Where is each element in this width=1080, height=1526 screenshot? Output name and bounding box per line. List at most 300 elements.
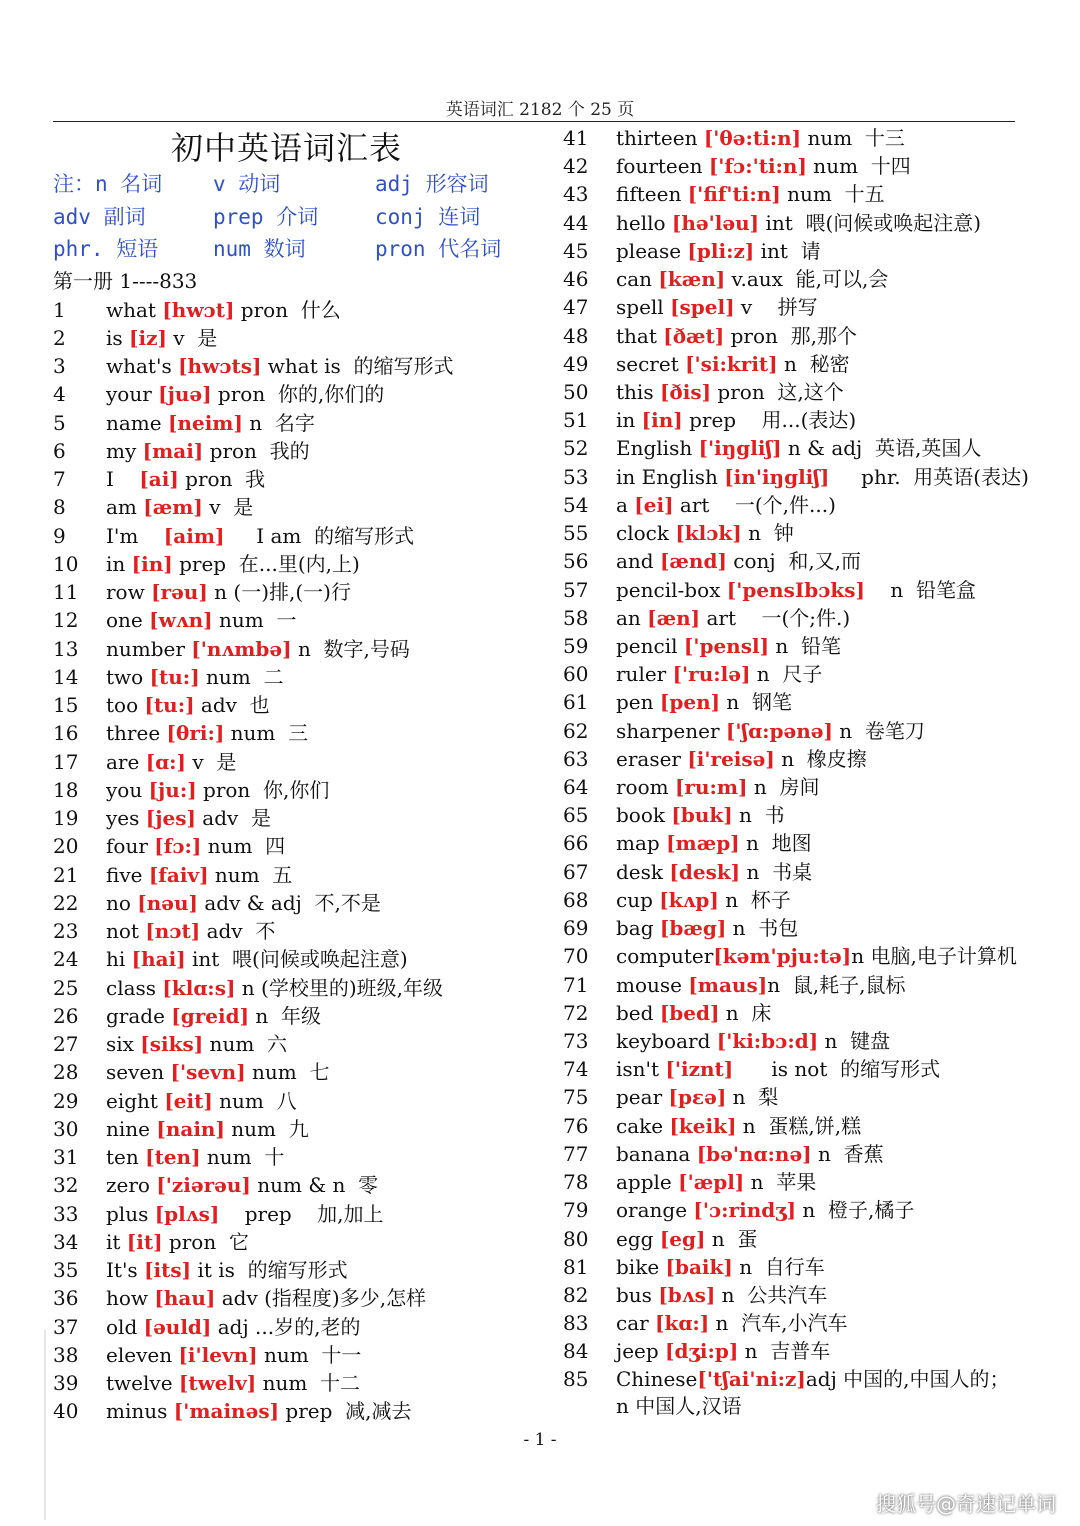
entry-phonetic: [bʌs] bbox=[658, 1282, 716, 1307]
entry-word: what's bbox=[106, 354, 179, 378]
entry-phonetic: [ænd] bbox=[659, 549, 727, 574]
entry-word: and bbox=[616, 549, 660, 574]
entry-body bbox=[616, 971, 906, 999]
entry-phonetic: ['ru:lə] bbox=[672, 662, 751, 687]
entry-body bbox=[106, 889, 381, 917]
entry-body bbox=[616, 1309, 848, 1337]
entry-definition: v 是 bbox=[185, 749, 237, 774]
entry-phonetic: [mæp] bbox=[666, 831, 740, 856]
entry-body bbox=[106, 832, 285, 860]
entry-word: is bbox=[106, 325, 130, 350]
entry-word: too bbox=[106, 693, 145, 717]
entry-phonetic: [pli:z] bbox=[687, 238, 755, 263]
entry-phonetic: ['sevn] bbox=[170, 1060, 246, 1085]
vocab-entry bbox=[53, 1143, 543, 1171]
entry-body bbox=[616, 378, 844, 406]
entry-phonetic: [pɛə] bbox=[668, 1085, 727, 1110]
entry-word: eraser bbox=[616, 746, 688, 771]
entry-definition: n & adj 英语,英国人 bbox=[781, 436, 982, 461]
entry-word: secret bbox=[616, 351, 686, 376]
vocab-entry bbox=[53, 437, 543, 465]
entry-word: no bbox=[106, 890, 138, 915]
vocab-entry bbox=[53, 409, 543, 437]
entry-body bbox=[616, 576, 976, 604]
vocab-entry bbox=[563, 1337, 1033, 1365]
entry-phonetic: [juə] bbox=[158, 382, 212, 407]
entry-number: 27 bbox=[53, 1032, 79, 1056]
entry-number: 59 bbox=[563, 633, 589, 658]
entry-body bbox=[106, 635, 410, 663]
entry-number: 32 bbox=[53, 1173, 79, 1198]
entry-word: grade bbox=[106, 1003, 172, 1028]
entry-body bbox=[106, 1115, 309, 1143]
entry-body bbox=[106, 917, 275, 945]
vocab-entry bbox=[53, 465, 543, 493]
entry-phonetic: ['tʃai'ni:z] bbox=[697, 1366, 806, 1391]
entry-word: bed bbox=[616, 1000, 660, 1025]
entry-definition: is not 的缩写形式 bbox=[733, 1057, 941, 1082]
entry-word: cake bbox=[616, 1113, 670, 1138]
entry-phonetic: [tu:] bbox=[149, 664, 200, 689]
entry-number: 52 bbox=[563, 436, 589, 461]
legend-item: v 动词 bbox=[213, 172, 281, 196]
entry-phonetic: [in] bbox=[131, 551, 173, 576]
vocab-entry bbox=[53, 776, 543, 804]
entry-word: hi bbox=[106, 947, 132, 972]
entry-phonetic: [nain] bbox=[156, 1116, 225, 1141]
entry-word: room bbox=[616, 775, 675, 800]
entry-word: isn't bbox=[616, 1057, 666, 1082]
entry-number: 36 bbox=[53, 1286, 79, 1311]
entry-phonetic: [æm] bbox=[143, 495, 203, 520]
entry-body bbox=[106, 974, 443, 1002]
entry-number: 34 bbox=[53, 1229, 79, 1254]
entry-body bbox=[616, 886, 791, 914]
vocab-entry bbox=[53, 1002, 543, 1030]
vocab-entry bbox=[563, 1366, 1033, 1422]
entry-number: 26 bbox=[53, 1003, 79, 1028]
entry-word: my bbox=[106, 438, 143, 463]
entry-definition: n (一)排,(一)行 bbox=[207, 580, 351, 604]
entry-phonetic: [plʌs] bbox=[154, 1201, 220, 1226]
vocab-entry bbox=[563, 265, 1033, 293]
entry-definition: v 是 bbox=[166, 325, 218, 350]
entry-phonetic: [kəm'pju:tə] bbox=[713, 944, 852, 969]
vocab-entry bbox=[53, 522, 543, 550]
vocab-entry bbox=[53, 832, 543, 860]
entry-body bbox=[616, 491, 836, 519]
vocab-entry bbox=[53, 748, 543, 776]
entry-phonetic: [hau] bbox=[154, 1286, 216, 1311]
entry-number: 10 bbox=[53, 551, 79, 576]
entry-word: what bbox=[106, 297, 163, 322]
entry-number: 70 bbox=[563, 944, 589, 969]
vocab-entry bbox=[563, 999, 1033, 1027]
entry-phonetic: [ju:] bbox=[148, 777, 197, 802]
entry-number: 22 bbox=[53, 890, 79, 915]
entry-body bbox=[106, 719, 308, 747]
entry-definition: n 橙子,橘子 bbox=[796, 1198, 915, 1223]
entry-body bbox=[106, 1030, 287, 1058]
entry-word: cup bbox=[616, 887, 660, 912]
entry-body bbox=[616, 406, 856, 434]
entry-number: 30 bbox=[53, 1116, 79, 1141]
entry-body bbox=[616, 1027, 890, 1055]
entry-body bbox=[106, 1171, 378, 1199]
vocab-entry bbox=[53, 1341, 543, 1369]
entry-number: 40 bbox=[53, 1399, 79, 1424]
entry-definition: n 名字 bbox=[242, 410, 315, 435]
entry-number: 35 bbox=[53, 1258, 79, 1282]
entry-body bbox=[616, 660, 822, 688]
entry-definition: num 十 bbox=[200, 1145, 285, 1169]
entry-number: 73 bbox=[563, 1029, 589, 1053]
entry-body bbox=[616, 434, 981, 462]
entry-body bbox=[616, 914, 798, 942]
entry-body bbox=[106, 522, 414, 550]
entry-definition: n 铅笔盒 bbox=[864, 577, 976, 602]
entry-number: 68 bbox=[563, 887, 589, 912]
vocab-entry bbox=[53, 550, 543, 578]
vocab-entry bbox=[563, 914, 1033, 942]
vocab-entry bbox=[563, 858, 1033, 886]
vocab-entry bbox=[563, 322, 1033, 350]
entry-phonetic: [iz] bbox=[129, 325, 167, 350]
entry-definition: n 电脑,电子计算机 bbox=[851, 944, 1017, 969]
entry-phonetic: ['ziərəu] bbox=[156, 1173, 251, 1198]
entry-phonetic: [hwɔts] bbox=[178, 354, 262, 378]
entry-number: 77 bbox=[563, 1141, 589, 1166]
entry-body bbox=[106, 578, 351, 606]
entry-word: spell bbox=[616, 295, 671, 320]
entry-definition: num 二 bbox=[199, 664, 284, 689]
entry-definition: adv (指程度)多少,怎样 bbox=[215, 1286, 427, 1311]
page-title: 初中英语词汇表 bbox=[171, 129, 403, 167]
entry-definition: n 公共汽车 bbox=[715, 1282, 828, 1307]
entry-definition: n 年级 bbox=[249, 1003, 322, 1028]
entry-number: 14 bbox=[53, 664, 79, 689]
entry-body bbox=[106, 945, 408, 973]
entry-phonetic: ['ʃɑ:pənə] bbox=[725, 718, 833, 743]
entry-definition: adv 是 bbox=[195, 806, 272, 830]
entry-definition: n 自行车 bbox=[732, 1254, 825, 1279]
entry-number: 47 bbox=[563, 295, 589, 320]
vocab-entry bbox=[563, 1253, 1033, 1281]
entry-number: 12 bbox=[53, 608, 79, 633]
legend-item: num 数词 bbox=[213, 237, 306, 261]
entry-number: 76 bbox=[563, 1113, 589, 1138]
entry-phonetic: ['ɔ:rindʒ] bbox=[693, 1198, 797, 1223]
entry-body bbox=[106, 1228, 249, 1256]
entry-word: bike bbox=[616, 1254, 666, 1279]
entry-number: 54 bbox=[563, 492, 589, 517]
vocab-entry bbox=[563, 1112, 1033, 1140]
entry-body bbox=[106, 380, 384, 408]
entry-definition: int 喂(问候或唤起注意) bbox=[185, 947, 408, 972]
entry-body bbox=[616, 1168, 816, 1196]
vocab-entry bbox=[53, 578, 543, 606]
vocab-entry bbox=[563, 547, 1033, 575]
vocab-entry bbox=[563, 886, 1033, 914]
entry-number: 37 bbox=[53, 1314, 79, 1339]
entry-number: 55 bbox=[563, 521, 589, 546]
entry-phonetic: [wʌn] bbox=[149, 608, 213, 633]
entry-number: 50 bbox=[563, 379, 589, 404]
vocab-entry bbox=[563, 406, 1033, 434]
entry-number: 33 bbox=[53, 1201, 79, 1226]
entry-number: 56 bbox=[563, 549, 589, 574]
entry-definition: conj 和,又,而 bbox=[726, 549, 862, 574]
vocab-entry bbox=[53, 861, 543, 889]
entry-definition: n 杯子 bbox=[718, 887, 791, 912]
entry-body bbox=[616, 209, 981, 237]
entry-word: please bbox=[616, 238, 688, 263]
entry-word: four bbox=[106, 834, 155, 859]
entry-body bbox=[106, 663, 283, 691]
entry-definition: n 香蕉 bbox=[811, 1141, 884, 1166]
entry-word: pencil bbox=[616, 633, 684, 658]
vocab-entry bbox=[53, 493, 543, 521]
entry-phonetic: [nɔt] bbox=[145, 919, 201, 943]
entry-definition: phr. 用英语(表达) bbox=[829, 464, 1029, 489]
vocab-entry bbox=[53, 1284, 543, 1312]
entry-word: minus bbox=[106, 1399, 174, 1424]
entry-phonetic: [kʌp] bbox=[659, 887, 719, 912]
entry-body bbox=[106, 1397, 411, 1425]
entry-definition: pron 我的 bbox=[203, 438, 310, 463]
entry-word: pear bbox=[616, 1085, 669, 1110]
entry-definition: n 铅笔 bbox=[769, 633, 841, 658]
entry-phonetic: [æn] bbox=[647, 605, 701, 630]
legend-item: pron 代名词 bbox=[375, 237, 502, 261]
entry-word: I bbox=[106, 467, 140, 491]
vocab-entry bbox=[53, 606, 543, 634]
vocab-entry bbox=[563, 1083, 1033, 1111]
entry-body bbox=[106, 804, 271, 832]
entry-number: 78 bbox=[563, 1170, 589, 1195]
entry-number: 45 bbox=[563, 238, 589, 263]
entry-number: 24 bbox=[53, 947, 79, 972]
entry-definition: n 键盘 bbox=[818, 1029, 891, 1053]
entry-definition: what is 的缩写形式 bbox=[261, 354, 454, 378]
entry-body bbox=[616, 1055, 940, 1083]
entry-phonetic: [ɑ:] bbox=[145, 749, 186, 774]
entry-definition: n 吉普车 bbox=[738, 1339, 831, 1364]
entry-definition: adv 也 bbox=[194, 693, 270, 717]
entry-phonetic: [ðis] bbox=[659, 379, 712, 404]
entry-definition: n 数字,号码 bbox=[291, 636, 410, 661]
entry-body bbox=[616, 463, 1029, 491]
entry-definition: prep 在...里(内,上) bbox=[172, 551, 360, 576]
entry-number: 44 bbox=[563, 210, 589, 235]
entry-word: orange bbox=[616, 1198, 694, 1223]
vocab-entry bbox=[563, 378, 1033, 406]
entry-phonetic: [pen] bbox=[659, 690, 721, 715]
entry-body bbox=[106, 1369, 360, 1397]
entry-definition: v.aux 能,可以,会 bbox=[725, 267, 889, 292]
entry-phonetic: [maus] bbox=[688, 972, 768, 997]
entry-phonetic: [bed] bbox=[659, 1000, 720, 1025]
entry-definition: n 卷笔刀 bbox=[832, 718, 925, 743]
vocab-entry bbox=[563, 829, 1033, 857]
entry-phonetic: [twelv] bbox=[178, 1371, 257, 1395]
entry-definition: pron 你,你们 bbox=[196, 777, 330, 802]
entry-phonetic: [aim] bbox=[163, 523, 225, 548]
entry-word: keyboard bbox=[616, 1029, 717, 1053]
entry-phonetic: ['iznt] bbox=[665, 1057, 734, 1082]
entry-body bbox=[106, 1341, 361, 1369]
entry-number: 85 bbox=[563, 1366, 589, 1391]
entry-word: I'm bbox=[106, 523, 164, 548]
entry-word: ten bbox=[106, 1145, 146, 1169]
entry-body bbox=[616, 942, 1017, 970]
entry-number: 83 bbox=[563, 1311, 589, 1336]
entry-definition: adj ...岁的,老的 bbox=[211, 1314, 361, 1339]
entry-word: that bbox=[616, 323, 664, 348]
entry-body bbox=[106, 352, 454, 380]
entry-number: 66 bbox=[563, 831, 589, 856]
entry-word: fifteen bbox=[616, 182, 688, 207]
entry-word: name bbox=[106, 410, 168, 435]
entry-phonetic: [i'levn] bbox=[178, 1342, 258, 1367]
entry-body bbox=[106, 1200, 384, 1228]
entry-phonetic: [jes] bbox=[145, 806, 196, 830]
entry-number: 62 bbox=[563, 718, 589, 743]
vocab-entry bbox=[53, 1115, 543, 1143]
entry-body bbox=[616, 717, 925, 745]
vocab-entry bbox=[563, 1196, 1033, 1224]
legend-item: prep 介词 bbox=[213, 204, 319, 229]
entry-phonetic: [ten] bbox=[145, 1145, 201, 1169]
entry-phonetic: ['ki:bɔ:d] bbox=[716, 1029, 819, 1053]
entry-body bbox=[616, 180, 885, 208]
entry-body bbox=[616, 858, 812, 886]
entry-word: old bbox=[106, 1314, 144, 1339]
entry-number: 81 bbox=[563, 1254, 589, 1279]
vocab-entry bbox=[563, 717, 1033, 745]
entry-word: how bbox=[106, 1286, 155, 1311]
entry-definition: n 汽车,小汽车 bbox=[709, 1311, 848, 1336]
vocab-entry bbox=[563, 350, 1033, 378]
entry-body bbox=[616, 152, 911, 180]
entry-phonetic: [its] bbox=[144, 1258, 192, 1282]
entry-number: 18 bbox=[53, 777, 79, 802]
header-rule bbox=[53, 121, 1015, 122]
entry-word: banana bbox=[616, 1141, 697, 1166]
legend-item: conj 连词 bbox=[375, 204, 481, 229]
entry-phonetic: ['fɔ:'ti:n] bbox=[708, 154, 807, 179]
watermark: 搜狐号@奇速记单词 bbox=[876, 1492, 1056, 1516]
vocab-entry bbox=[563, 773, 1033, 801]
entry-body bbox=[106, 861, 292, 889]
entry-phonetic: ['pensIbɔks] bbox=[726, 577, 865, 602]
entry-word: desk bbox=[616, 859, 670, 884]
entry-number: 19 bbox=[53, 806, 79, 830]
vocab-entry bbox=[563, 293, 1033, 321]
entry-body bbox=[616, 237, 821, 265]
entry-body bbox=[616, 688, 792, 716]
legend-row bbox=[53, 233, 543, 266]
entry-word: pencil-box bbox=[616, 577, 727, 602]
entry-number: 28 bbox=[53, 1060, 79, 1085]
entry-number: 29 bbox=[53, 1088, 79, 1113]
entry-word: car bbox=[616, 1311, 656, 1336]
entry-number: 6 bbox=[53, 438, 66, 463]
entry-definition: num 十五 bbox=[780, 182, 885, 207]
entry-word: jeep bbox=[616, 1339, 666, 1364]
entry-definition: n 钟 bbox=[741, 521, 794, 546]
legend-row bbox=[53, 201, 543, 234]
entry-number: 23 bbox=[53, 919, 79, 943]
entry-word: English bbox=[616, 436, 699, 461]
vocab-entry bbox=[53, 691, 543, 719]
entry-number: 20 bbox=[53, 834, 79, 859]
entry-definition: num 九 bbox=[224, 1116, 309, 1141]
entry-definition: n 地图 bbox=[739, 831, 812, 856]
entry-word: your bbox=[106, 382, 159, 407]
entry-phonetic: [hwɔt] bbox=[162, 297, 235, 322]
entry-number: 80 bbox=[563, 1226, 589, 1251]
vocab-entry bbox=[563, 1225, 1033, 1253]
entry-body bbox=[616, 999, 771, 1027]
entry-definition: prep 用...(表达) bbox=[682, 408, 857, 433]
page-number: - 1 - bbox=[523, 1430, 557, 1450]
entry-body bbox=[106, 550, 360, 578]
entry-definition: int 请 bbox=[754, 238, 821, 263]
entry-body bbox=[106, 1256, 348, 1284]
entry-body bbox=[616, 519, 794, 547]
entry-definition: pron 我 bbox=[178, 467, 266, 491]
entry-definition: art 一(个;件.) bbox=[700, 605, 851, 630]
entry-definition: n 尺子 bbox=[750, 662, 823, 687]
entry-word: number bbox=[106, 636, 192, 661]
entry-definition: n 蛋 bbox=[705, 1226, 758, 1251]
vocab-entry bbox=[53, 1313, 543, 1341]
entry-number: 75 bbox=[563, 1085, 589, 1110]
entry-number: 71 bbox=[563, 972, 589, 997]
entry-definition: pron 你的,你们的 bbox=[211, 382, 385, 407]
entry-phonetic: [hə'ləu] bbox=[671, 210, 760, 235]
entry-word: three bbox=[106, 721, 167, 746]
entry-definition: n (学校里的)班级,年级 bbox=[235, 975, 443, 1000]
entry-word: hello bbox=[616, 210, 672, 235]
entry-definition: num 十一 bbox=[257, 1342, 362, 1367]
legend-item: 注：n 名词 bbox=[53, 172, 163, 196]
entry-number: 8 bbox=[53, 495, 66, 520]
entry-body bbox=[616, 745, 867, 773]
entry-phonetic: ['θə:ti:n] bbox=[703, 126, 802, 150]
entry-number: 60 bbox=[563, 662, 589, 687]
entry-phonetic: [klɔk] bbox=[675, 521, 742, 546]
entry-definition: num 十三 bbox=[801, 126, 905, 150]
entry-phonetic: [klɑ:s] bbox=[162, 975, 236, 1000]
entry-definition: num 四 bbox=[201, 834, 286, 859]
entry-definition: I am 的缩写形式 bbox=[224, 523, 415, 548]
entry-word: mouse bbox=[616, 972, 689, 997]
entry-definition: num 七 bbox=[245, 1060, 330, 1085]
vocab-entry bbox=[53, 889, 543, 917]
entry-body bbox=[616, 1225, 757, 1253]
entry-phonetic: [desk] bbox=[669, 859, 741, 884]
entry-number: 42 bbox=[563, 154, 589, 179]
entry-number: 67 bbox=[563, 859, 589, 884]
entry-body bbox=[106, 748, 236, 776]
entry-definition: adj 中国的,中国人的； n 中国人,汉语 bbox=[616, 1366, 1010, 1418]
entry-number: 16 bbox=[53, 721, 79, 746]
entry-phonetic: [ðæt] bbox=[663, 323, 725, 348]
entry-body bbox=[616, 773, 819, 801]
entry-phonetic: [fɔ:] bbox=[154, 834, 202, 859]
